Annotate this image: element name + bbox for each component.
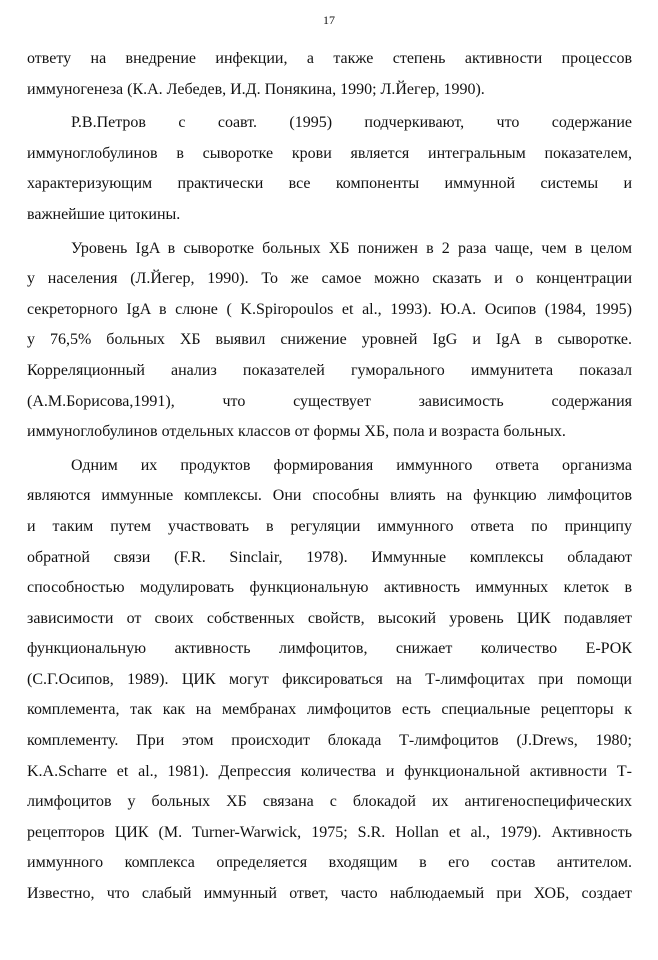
document-body [27,44,632,910]
text-line: Одним их продуктов формирования иммунного ответа организма [71,456,632,474]
paragraph-2 [27,108,632,230]
paragraph-1 [27,44,632,105]
text-line: секреторного IgA в слюне ( K.Spiropoulos et al., 1993). Ю.А. Осипов (1984, 1995) [27,300,632,318]
text-line: иммуноглобулинов отдельных классов от формы ХБ, пола и возраста больных. [27,423,566,441]
text-line: иммуноглобулинов в сыворотке крови является интегральным показателем, [27,144,632,162]
text-line: (С.Г.Осипов, 1989). ЦИК могут фиксироваться на Т-лимфоцитах при помощи [27,670,632,688]
page-number: 17 [323,13,335,27]
text-line: важнейшие цитокины. [27,205,181,223]
text-line: и таким путем участвовать в регуляции иммунного ответа по принципу [27,517,632,535]
text-line: иммунного комплекса определяется входящим в его состав антителом. [27,854,632,872]
text-line: у населения (Л.Йегер, 1990). То же самое можно сказать и о концентрации [27,270,632,288]
text-line: у 76,5% больных ХБ выявил снижение уровней IgG и IgA в сыворотке. [27,331,632,349]
text-line: иммуногенеза (К.А. Лебедев, И.Д. Понякина, 1990; Л.Йегер, 1990). [27,80,485,98]
text-line: ответу на внедрение инфекции, а также степень активности процессов [27,50,632,67]
text-line: комплементу. При этом происходит блокада Т-лимфоцитов (J.Drews, 1980; [27,732,632,750]
text-line: Известно, что слабый иммунный ответ, часто наблюдаемый при ХОБ, создает [27,885,632,903]
text-line: являются иммунные комплексы. Они способны влиять на функцию лимфоцитов [27,487,632,505]
paragraph-3 [27,234,632,448]
text-line: (А.М.Борисова,1991), что существует зависимость содержания [27,392,632,410]
text-line: Уровень IgA в сыворотке больных ХБ понижен в 2 раза чаще, чем в целом [71,239,632,257]
text-line: комплемента, так как на мембранах лимфоцитов есть специальные рецепторы к [27,701,632,719]
text-line: характеризующим практически все компоненты иммунной системы и [27,175,632,193]
text-line: обратной связи (F.R. Sinclair, 1978). Иммунные комплексы обладают [27,548,632,566]
paragraph-4 [27,451,632,910]
text-line: способностью модулировать функциональную активность иммунных клеток в [27,579,632,597]
text-line: Корреляционный анализ показателей гуморального иммунитета показал [27,361,632,379]
text-line: лимфоцитов у больных ХБ связана с блокадой их антигеноспецифических [27,793,632,811]
text-line: зависимости от своих собственных свойств, высокий уровень ЦИК подавляет [27,609,632,627]
text-line: рецепторов ЦИК (M. Turner-Warwick, 1975; S.R. Hollan et al., 1979). Активность [27,823,632,841]
text-line: K.A.Scharre et al., 1981). Депрессия количества и функциональной активности Т- [27,762,632,780]
text-line: Р.В.Петров с соавт. (1995) подчеркивают, что содержание [71,114,632,132]
text-line: функциональную активность лимфоцитов, снижает количество Е-РОК [27,640,632,658]
